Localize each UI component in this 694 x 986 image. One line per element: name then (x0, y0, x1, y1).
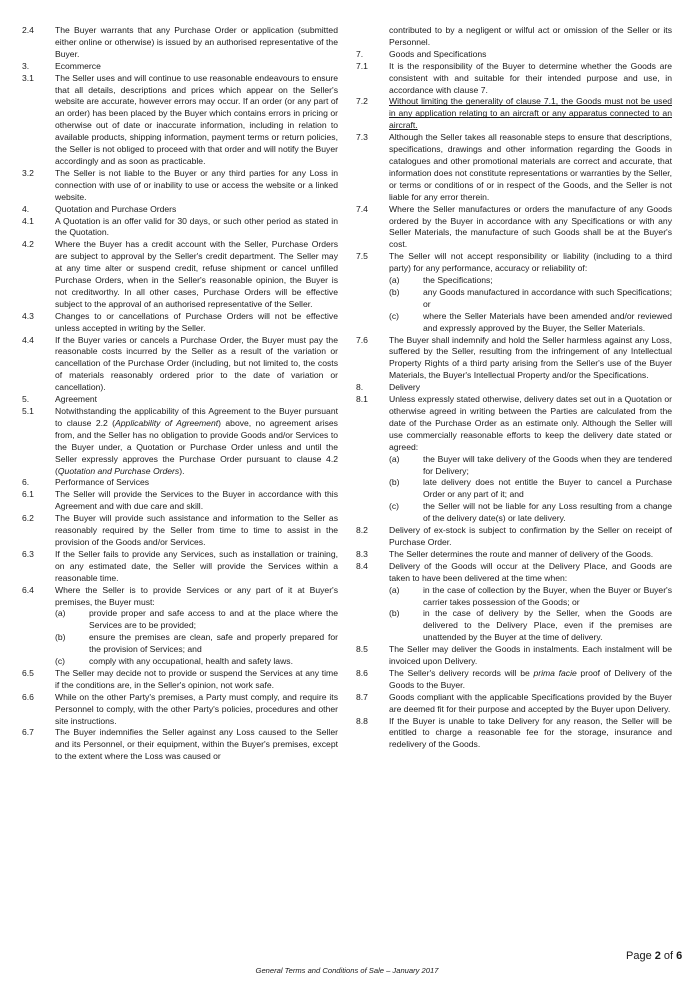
section-title: Goods and Specifications (389, 48, 487, 59)
sub-clause-indent (356, 311, 389, 335)
clause-number: 4.4 (22, 334, 34, 345)
clause-text: The Seller may deliver the Goods in instalments. Each instalment will be invoiced upon Delivery. (389, 644, 672, 667)
section-number: 7. (356, 48, 364, 59)
sub-clause (22, 608, 338, 632)
section-title: Agreement (55, 394, 98, 405)
sub-clause (22, 632, 338, 656)
clause-number: 8.6 (356, 667, 368, 678)
clause-text-part: proof of Delivery of the Goods to the Buyer. (389, 667, 672, 690)
clause-number: 8.4 (356, 560, 368, 571)
clause-number: 4.1 (22, 215, 34, 226)
clause-text: Unless expressly stated otherwise, delivery dates set out in a Quotation or otherwise agreed in writing between the Parties are calculated from the date of the Purchase Order as an estimate only. Although the Seller will use commercially reasonable efforts to keep the delivery date stated or agreed: (389, 394, 672, 452)
clause (356, 525, 672, 549)
clause-number: 7.2 (356, 96, 368, 107)
clause (22, 585, 338, 609)
clause-text: A Quotation is an offer valid for 30 days, or such other period as stated in the Quotation. (55, 215, 338, 238)
clause-text: The Buyer will provide such assistance and information to the Seller as reasonably required by the Seller from time to time to assist in the provision of the Goods and/or Services. (55, 513, 338, 547)
sub-clause-text: late delivery does not entitle the Buyer to cancel a Purchase Order or any part of it; and (423, 477, 672, 500)
clause-number: 5.1 (22, 406, 34, 416)
page-number (626, 950, 682, 962)
sub-clause-indent (22, 656, 55, 668)
clause-number: 6.3 (22, 548, 34, 559)
clause-number: 3.2 (22, 167, 34, 178)
sub-clause-letter: (a) (389, 275, 400, 286)
sub-clause-letter: (c) (55, 656, 66, 667)
clause-text: The Seller is not liable to the Buyer or any third parties for any Loss in connection with use of or inability to use or access the website or a linked website. (55, 167, 338, 202)
sub-clause (356, 454, 672, 478)
clause-number: 8.2 (356, 525, 368, 536)
section-heading (22, 204, 338, 216)
clause (356, 692, 672, 716)
sub-clause-text: in the case of collection by the Buyer, when the Buyer or Buyer's carrier takes possession of the Goods; or (423, 584, 672, 607)
sub-clause-indent (356, 454, 389, 478)
clause-number: 7.4 (356, 203, 368, 214)
clause-number: 6.2 (22, 513, 34, 524)
sub-clause-indent (356, 608, 389, 644)
sub-clause-text: any Goods manufactured in accordance with such Specifications; or (423, 286, 672, 309)
clause-text: Without limiting the generality of clause 7.1, the Goods must not be used in any application relating to an aircraft or any apparatus connected to an aircraft. (389, 96, 672, 131)
document-footer: General Terms and Conditions of Sale – January 2017 (255, 966, 439, 975)
clause-text: contributed to by a negligent or wilful act or omission of the Seller or its Personnel. (389, 25, 672, 47)
clause-text: Although the Seller takes all reasonable steps to ensure that descriptions, specifications, drawings and other information regarding the Goods in catalogues and other promotional materials are correct and accurate, that information does not constitute representations or warranties by the Seller, or terms or conditions of or in respect of the Goods, and the Seller is not liable for any error therein. (389, 132, 672, 202)
clause (22, 668, 338, 692)
italic-reference: Applicability of Agreement (115, 417, 219, 428)
sub-clause-indent (356, 287, 389, 311)
sub-clause-indent (356, 501, 389, 525)
sub-clause-text: the Buyer will take delivery of the Goods when they are tendered for Delivery; (423, 453, 672, 476)
clause-number: 7.6 (356, 334, 368, 345)
section-heading (22, 394, 338, 406)
clause-number: 2.4 (22, 25, 34, 35)
clause (22, 25, 338, 61)
sub-clause (356, 501, 672, 525)
section-number: 5. (22, 394, 30, 405)
clause (356, 61, 672, 97)
clause (356, 204, 672, 252)
clause-number: 6.7 (22, 727, 34, 738)
clause-number: 4.3 (22, 310, 34, 321)
clause-text: Goods compliant with the applicable Specifications provided by the Buyer are deemed fit for their purpose and accepted by the Buyer upon Delivery. (389, 691, 672, 714)
clause-text: Where the Seller manufactures or orders the manufacture of any Goods ordered by the Buyer in accordance with any Specifications or with any Seller Materials, the manufacture of such Goods shall be at the Buyer's cost. (389, 203, 672, 250)
section-title: Delivery (389, 382, 421, 393)
sub-clause (356, 608, 672, 644)
clause-text: The Seller determines the route and manner of delivery of the Goods. (389, 548, 654, 559)
clause-number: 7.1 (356, 60, 368, 71)
clause-number: 4.2 (22, 239, 34, 250)
clause (356, 251, 672, 275)
section-heading (22, 61, 338, 73)
sub-clause-text: provide proper and safe access to and at the place where the Services are to be provided; (89, 608, 338, 631)
section-title: Ecommerce (55, 60, 101, 71)
sub-clause-letter: (a) (389, 584, 400, 595)
clause-continuation (356, 25, 672, 49)
sub-clause (356, 585, 672, 609)
clause-text: While on the other Party's premises, a Party must comply, and require its Personnel to comply, with the other Party's policies, procedures and other site instructions. (55, 691, 338, 726)
sub-clause (356, 275, 672, 287)
clause-number: 8.1 (356, 394, 368, 405)
sub-clause-letter: (b) (389, 286, 400, 297)
clause (22, 239, 338, 310)
right-column (356, 25, 672, 751)
clause (356, 561, 672, 585)
clause-text: The Seller may decide not to provide or suspend the Services at any time if the conditions are, in the Seller's opinion, not work safe. (55, 667, 338, 690)
clause (22, 335, 338, 395)
clause (356, 335, 672, 383)
clause-text: Delivery of the Goods will occur at the Delivery Place, and Goods are taken to have been delivered at the time when: (389, 560, 672, 583)
clause (356, 394, 672, 454)
clause (22, 727, 338, 763)
clause-number (356, 25, 389, 49)
sub-clause-letter: (a) (55, 608, 66, 619)
clause-text: If the Buyer varies or cancels a Purchase Order, the Buyer must pay the reasonable costs incurred by the Seller as a result of the variation or cancellation of the Purchase Order (including, but not limited to, the costs of materials reasonably ordered prior to the date of variation or cancellation). (55, 334, 338, 393)
clause-text: The Seller will not accept responsibility or liability (including to a third party) for any performance, accuracy or reliability of: (389, 251, 672, 274)
clause-number: 6.4 (22, 584, 34, 595)
italic-reference: prima facie (533, 667, 577, 678)
clause (356, 716, 672, 752)
sub-clause-letter: (a) (389, 453, 400, 464)
clause-number: 3.1 (22, 72, 34, 83)
clause-text: Where the Seller is to provide Services or any part of it at Buyer's premises, the Buyer must: (55, 584, 338, 607)
clause (356, 549, 672, 561)
sub-clause-text: the Seller will not be liable for any Loss resulting from a change of the delivery date(s) or late delivery. (423, 501, 672, 524)
sub-clause-indent (356, 585, 389, 609)
clause (22, 168, 338, 204)
section-number: 8. (356, 382, 364, 393)
sub-clause-text: where the Seller Materials have been amended and/or reviewed and expressly approved by the Buyer, the Seller Materials. (423, 310, 672, 333)
section-heading (356, 49, 672, 61)
sub-clause-letter: (c) (389, 310, 400, 321)
clause-text: Delivery of ex-stock is subject to confirmation by the Seller on receipt of Purchase Order. (389, 525, 672, 547)
clause-text-part: Notwithstanding the applicability of this Agreement to the Buyer pursuant to clause 2.2 ( (55, 406, 338, 428)
clause (356, 668, 672, 692)
sub-clause-letter: (b) (55, 632, 66, 643)
sub-clause-indent (22, 632, 55, 656)
sub-clause-text: ensure the premises are clean, safe and properly prepared for the provision of Services; and (89, 632, 338, 655)
sub-clause-indent (22, 608, 55, 632)
sub-clause-letter: (b) (389, 608, 400, 619)
sub-clause-text: in the case of delivery by the Seller, when the Goods are delivered to the Delivery Place, even if the premises are unattended by the Buyer at the time of delivery. (423, 608, 672, 643)
clause-number: 6.5 (22, 667, 34, 678)
sub-clause (356, 477, 672, 501)
clause (22, 489, 338, 513)
clause-text: The Buyer shall indemnify and hold the Seller harmless against any Loss, suffered by the Seller, resulting from the infringement of any Intellectual Property Rights of a third party arising from the Seller's use of the Buyer Materials, the Buyer's Intellectual Property and/or the Specifications. (389, 334, 672, 381)
clause (356, 96, 672, 132)
section-title: Quotation and Purchase Orders (55, 203, 177, 214)
clause-text: The Buyer indemnifies the Seller against any Loss caused to the Seller and its Personnel, or their equipment, within the Buyer's premises, except to the extent where the Loss was caused or (55, 727, 338, 762)
clause-text: Where the Buyer has a credit account with the Seller, Purchase Orders are subject to approval by the Seller's credit department. The Seller may at any time alter or suspend credit, refuse shipment or cancel unfilled Purchase Orders, when in the Seller's reasonable opinion, the Buyer is not creditworthy. In all other cases, Purchase Orders will be effective subject to the approval of an authorised representative of the Seller. (55, 239, 338, 309)
section-title: Performance of Services (55, 477, 150, 488)
clause (22, 549, 338, 585)
current-page: 2 (654, 950, 661, 962)
sub-clause-text: the Specifications; (423, 275, 493, 286)
clause-text (55, 406, 338, 477)
clause-number: 8.5 (356, 644, 368, 655)
clause-number: 7.5 (356, 251, 368, 262)
clause-text-part: ). (179, 465, 185, 476)
section-number: 3. (22, 60, 30, 71)
section-heading (22, 477, 338, 489)
clause (22, 311, 338, 335)
sub-clause-indent (356, 275, 389, 287)
sub-clause-text: comply with any occupational, health and safety laws. (89, 656, 293, 667)
section-number: 4. (22, 203, 30, 214)
clause (356, 132, 672, 203)
clause (22, 513, 338, 549)
italic-reference: Quotation and Purchase Orders (57, 465, 180, 476)
clause-text-part: The Seller's delivery records will be (389, 667, 534, 678)
clause (356, 644, 672, 668)
clause-text: The Seller will provide the Services to the Buyer in accordance with this Agreement and with due care and skill. (55, 489, 338, 512)
clause-text: If the Buyer is unable to take Delivery for any reason, the Seller will be entitled to charge a reasonable fee for the storage, insurance and redelivery of the Goods. (389, 715, 672, 750)
sub-clause (356, 287, 672, 311)
clause-text: Changes to or cancellations of Purchase Orders will not be effective unless accepted in writing by the Seller. (55, 310, 338, 333)
sub-clause (22, 656, 338, 668)
sub-clause-letter: (b) (389, 477, 400, 488)
clause-number: 6.1 (22, 489, 34, 500)
clause-text: The Seller uses and will continue to use reasonable endeavours to ensure that all details, descriptions and prices which appear on the Seller's website are accurate, however errors may occur. If an order (or any part of an order) has been placed by the Buyer which contains errors in pricing or otherwise out of date or inaccurate information, including in relation to available products, shipping information, payment terms or return policies, the Seller is not obliged to proceed with that order and will notify the Buyer accordingly and as soon as practicable. (55, 72, 338, 166)
clause-number: 8.8 (356, 715, 368, 726)
clause-number: 8.3 (356, 548, 368, 559)
clause-text: It is the responsibility of the Buyer to determine whether the Goods are consistent with and suitable for their intended purpose and use, in accordance with clause 7. (389, 60, 672, 95)
clause (22, 73, 338, 168)
clause-number: 6.6 (22, 691, 34, 702)
page-label: Page (626, 950, 655, 962)
clause-number: 7.3 (356, 132, 368, 143)
clause (22, 692, 338, 728)
clause-text (389, 668, 672, 692)
sub-clause (356, 311, 672, 335)
left-column (22, 25, 338, 763)
section-number: 6. (22, 477, 30, 488)
sub-clause-indent (356, 477, 389, 501)
clause-text-part: ) above, no agreement arises from, and the Seller has no obligation to provide Goods and/or Services to the Buyer under, a Quotation or Purchase Order unless and until the Seller expressly approves the Purchase Order pursuant to clause 4.2 ( (55, 417, 338, 476)
clause (22, 406, 338, 477)
clause-text: The Buyer warrants that any Purchase Order or application (submitted either online or otherwise) is issued by an authorised representative of the Buyer. (55, 25, 338, 59)
total-pages: 6 (676, 950, 683, 962)
page-separator: of (660, 950, 677, 962)
clause-text: If the Seller fails to provide any Services, such as installation or training, on any estimated date, the Seller will provide the Services within a reasonable time. (55, 548, 338, 583)
clause-number: 8.7 (356, 691, 368, 702)
sub-clause-letter: (c) (389, 501, 400, 512)
section-heading (356, 382, 672, 394)
clause (22, 216, 338, 240)
